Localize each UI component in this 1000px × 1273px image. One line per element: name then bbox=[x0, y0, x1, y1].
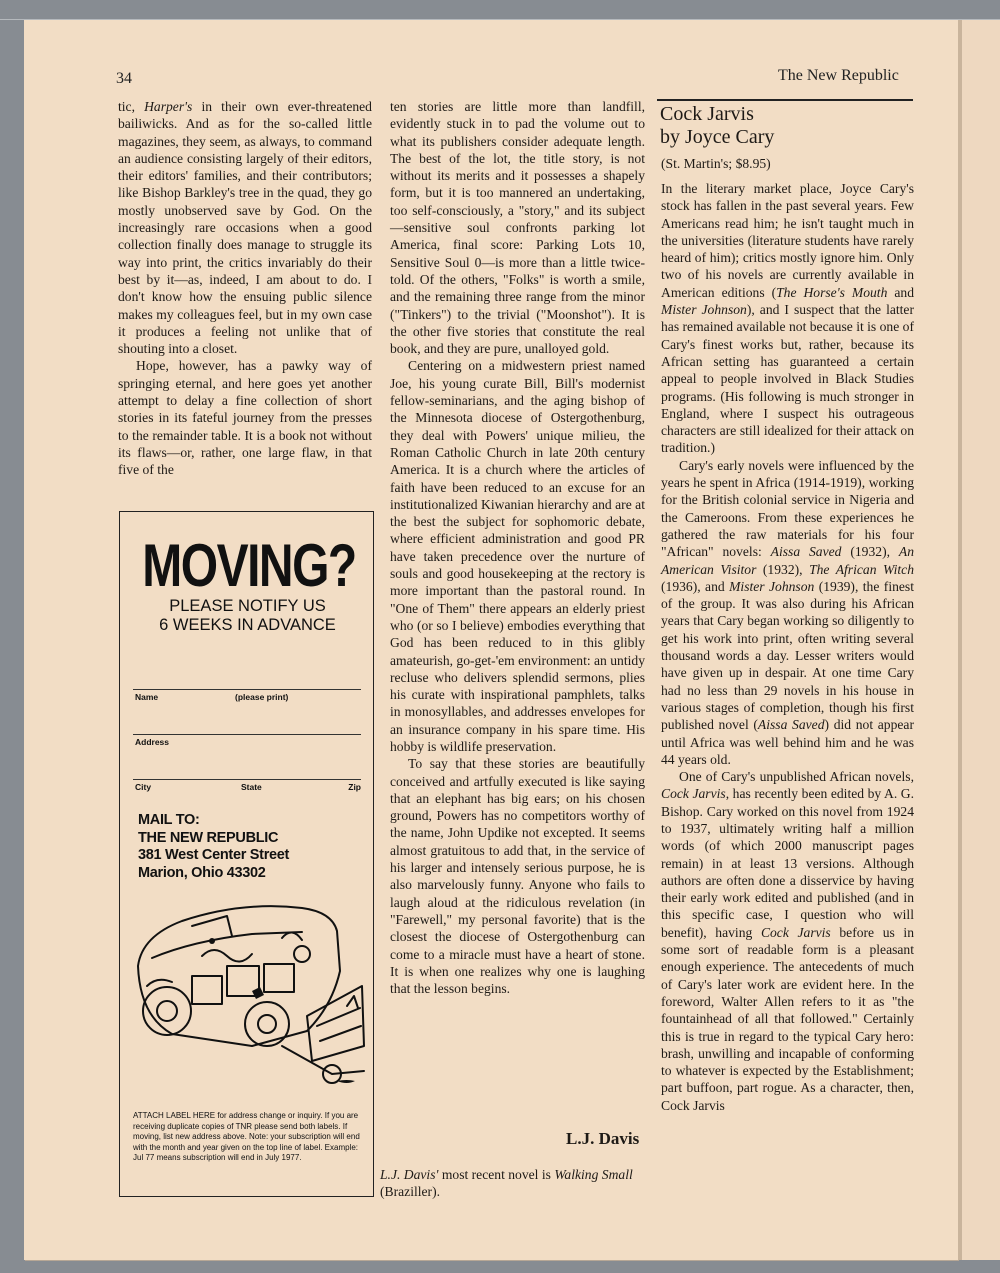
address-field: Address bbox=[133, 734, 361, 735]
running-head: The New Republic bbox=[778, 67, 899, 84]
page-number: 34 bbox=[116, 70, 132, 87]
moving-truck-illustration bbox=[132, 896, 370, 1096]
mail-to-address: MAIL TO: THE NEW REPUBLIC 381 West Center Street Marion, Ohio 43302 bbox=[138, 812, 290, 881]
review-top-rule bbox=[657, 99, 913, 101]
col1-paragraph-2: Hope, however, has a pawky way of springing eternal, and here goes yet another attempt to delay a fine collection of short stories in its fateful journey from the presses to the remainder table. It is a book not without its flaws—or, rather, one large flaw, in that five of the bbox=[118, 358, 372, 478]
name-field: Name (please print) bbox=[133, 689, 361, 690]
col3-paragraph-3: One of Cary's unpublished African novels, Cock Jarvis, has recently been edited by A. G. Bishop. Cary worked on this novel from 1924 to 1937, ultimately writing half a million words (of which 2000 manuscript pages remain) in at least 13 versions. Although authors are often done a disservice by having their early work edited and published (and in this specific case, I question who will benefit), having Cock Jarvis before us in some sort of readable form is a pleasant enough experience. The antecedents of much of Cary's later work are evident here. In the foreword, Walter Allen refers to it as "the fountainhead of all that followed." Certainly this is true in regard to the typical Cary hero: brash, unwilling and incapable of conforming to whatever is expected by the Establishment; part buffoon, part rogue. As a character, then, Cock Jarvis bbox=[661, 769, 915, 1113]
review-publisher: (St. Martin's; $8.95) bbox=[661, 156, 771, 171]
col1-paragraph-1: tic, Harper's in their own ever-threatened bailiwicks. And as for the so-called little magazines, they seem, as always, to command an audience consisting largely of their editors, their editors' families, and their contributors; like Bishop Barkley's tree in the quad, they go mostly unobserved save by God. On the increasingly rare occasions when a good collection finally does manage to struggle its way into print, the critics invariably do their best by it—as, indeed, I am about to do. I don't know how the ensuing public silence makes my colleagues feel, but in my own case it produces a feeling not unlike that of shouting into a closet. bbox=[118, 99, 372, 357]
city-state-zip-field: City State Zip bbox=[133, 779, 361, 780]
ad-headline: MOVING? bbox=[142, 533, 356, 600]
ad-fine-print: ATTACH LABEL HERE for address change or inquiry. If you are receiving duplicate copies of TNR please send both labels. If moving, list new address above. Note: your subscription will end with the month and year given on the top line of label. Example: Jul 77 means subscription will end in July 1977. bbox=[133, 1111, 360, 1162]
author-bio: L.J. Davis' most recent novel is Walking Small (Braziller). bbox=[380, 1167, 633, 1199]
col3-paragraph-1: In the literary market place, Joyce Cary's stock has fallen in the past several years. Few Americans read him; he isn't taught much in the universities (literature students have rarely heard of him); critics mostly ignore him. Only two of his novels are currently available in American editions (The Horse's Mouth and Mister Johnson), and I suspect that the latter has remained available not because it is one of Cary's finest works but, rather, because its African setting has guaranteed a certain appeal to people involved in Black Studies programs. (His following is much stronger in England, where I suspect his outrageous characters are still idealized for their attack on tradition.) bbox=[661, 181, 914, 456]
column-1 bbox=[118, 98, 372, 479]
author-signoff: L.J. Davis bbox=[566, 1129, 640, 1148]
ad-notify-text: PLEASE NOTIFY US 6 WEEKS IN ADVANCE bbox=[159, 597, 336, 634]
col2-paragraph-1: ten stories are little more than landfill, evidently stuck in to pad the volume out to what its publishers consider adequate length. The best of the lot, the title story, is not without its merits and it possesses a shapely form, but it is too mannered an undertaking, too self-consciously, a "story," and its subject—sensitive soul confronts parking lot America, final score: Parking Lots 10, Sensitive Soul 0—is more than a little twice-told. Of the others, "Folks" is worth a smile, and the remaining three range from the minor ("Tinkers") to the trivial ("Moonshot"). It is the other five stories that constitute the real book, and they are pure, unalloyed gold. bbox=[390, 99, 645, 357]
column-2 bbox=[390, 98, 645, 997]
col3-paragraph-2: Cary's early novels were influenced by the years he spent in Africa (1914-1919), working for the British colonial service in Nigeria and the Cameroons. From these experiences he gathered the raw materials for his four "African" novels: Aissa Saved (1932), An American Visitor (1932), The African Witch (1936), and Mister Johnson (1939), the finest of the group. It was also during his African years that Cary began working so diligently to get his work into print, often writing several thousand words a day. Lesser writers would have given up in despair. At one time Cary had no less than 29 novels in his house in various stages of completion, though his first published novel (Aissa Saved) did not appear until Africa was well behind him and he was 44 years old. bbox=[661, 457, 914, 767]
moving-advertisement bbox=[119, 511, 374, 1197]
col2-paragraph-3: To say that these stories are beautifully conceived and artfully executed is like saying that an elephant has big ears; on his chosen ground, Powers has no competitors worthy of the name, John Updike not excepted. It seems almost gratuitous to add that, in the service of his larger and intensely serious purpose, he is also marvelously funny. Anyone who fails to laugh aloud at the ridiculous revelation (in "Farewell," my personal favorite) that is the closest the diocese of Ostergothenburg can come to a miracle must have a heart of stone. It is when one realizes why one is laughing that the lesson begins. bbox=[390, 756, 645, 997]
col2-paragraph-2: Centering on a midwestern priest named Joe, his young curate Bill, Bill's modernist fellow-seminarians, and the aging bishop of the Minnesota diocese of Ostergothenburg, they deal with Powers' unique milieu, the Roman Catholic Church in late 20th century America. It is a church where the articles of faith have been reduced to an excuse for an institutionalized Kiwanian hierarchy and are at the best the subject for sophomoric debate, where efficient administration and good PR have taken precedence over the nurture of souls and good housekeeping at the rectory is more important than the pastoral round. In "One of Them" there appears an elderly priest who (or so I believe) embodies everything that God has been reduced to in this glibly amateurish, go-get-'em environment: an untidy recluse who delivers splendid sermons, plies his curate with inspirational pamphlets, talks in monosyllables, and addresses envelopes for an insurance company in his spare time. His hobby is wildlife preservation. bbox=[390, 358, 645, 754]
next-page-edge bbox=[962, 20, 1000, 1260]
column-3 bbox=[661, 180, 914, 1114]
review-title: Cock Jarvis by Joyce Cary bbox=[660, 103, 775, 148]
